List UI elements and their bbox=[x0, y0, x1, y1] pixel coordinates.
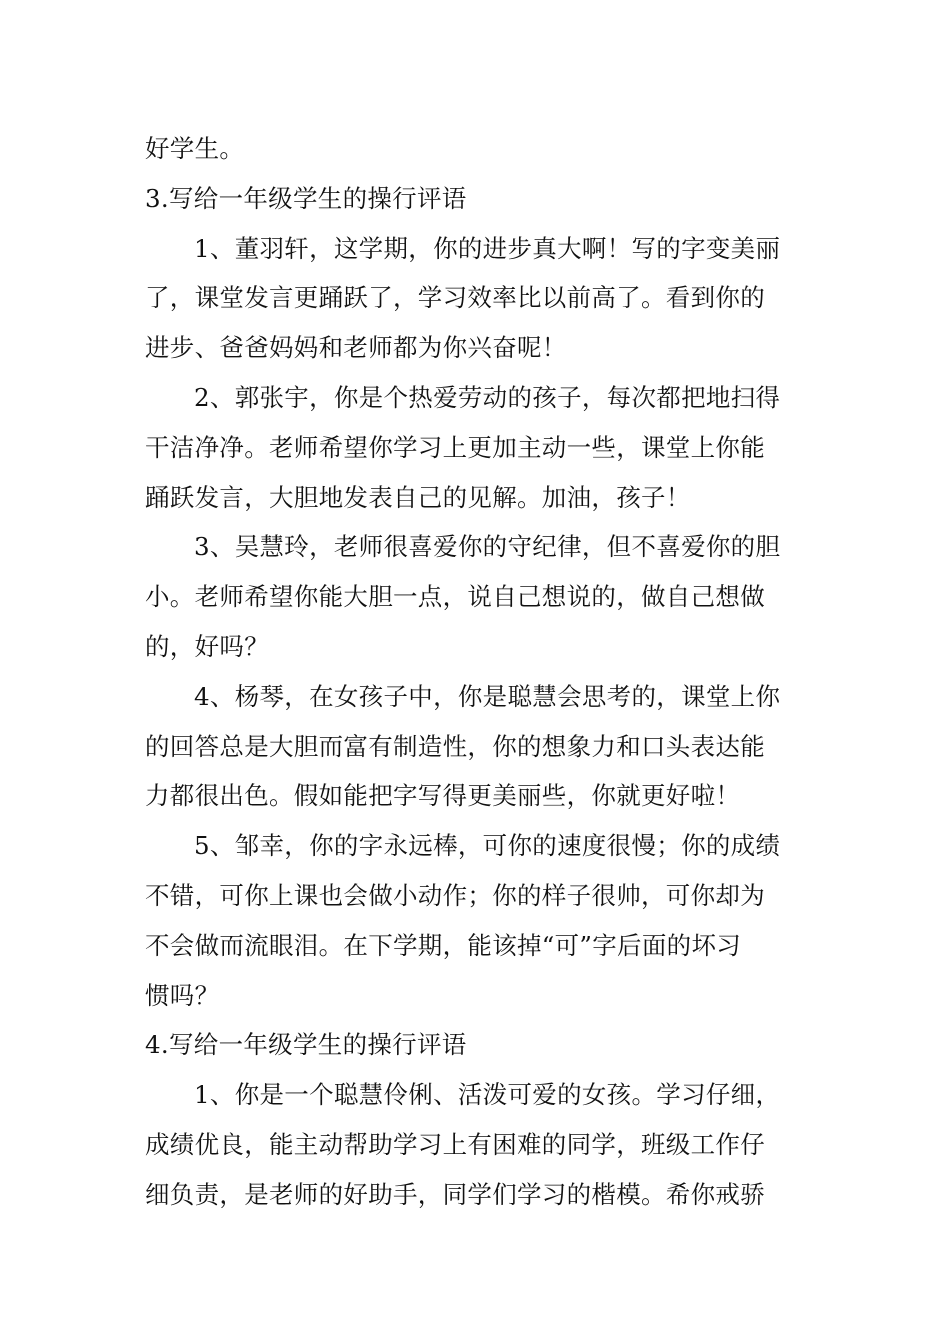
comment-4-line-1: 4、杨琴，在女孩子中，你是聪慧会思考的，课堂上你 bbox=[194, 681, 781, 711]
comment-2-line-3: 踊跃发言，大胆地发表自己的见解。加油，孩子！ bbox=[145, 482, 691, 512]
comment-3-line-3: 的，好吗？ bbox=[145, 631, 269, 661]
comment-6-line-2: 成绩优良，能主动帮助学习上有困难的同学，班级工作仔 bbox=[145, 1129, 765, 1159]
comment-3-line-2: 小。老师希望你能大胆一点，说自己想说的，做自己想做 bbox=[145, 582, 765, 612]
comment-1-line-1: 1、董羽轩，这学期，你的进步真大啊！写的字变美丽 bbox=[194, 233, 781, 263]
comment-4-line-2: 的回答总是大胆而富有制造性，你的想象力和口头表达能 bbox=[145, 731, 765, 761]
comment-1-line-3: 进步、爸爸妈妈和老师都为你兴奋呢！ bbox=[145, 333, 567, 363]
comment-3-line-1: 3、吴慧玲，老师很喜爱你的守纪律，但不喜爱你的胆 bbox=[194, 532, 781, 562]
text-line-continuation: 好学生。 bbox=[145, 134, 245, 163]
comment-5-line-4: 惯吗？ bbox=[145, 980, 220, 1010]
comment-1-line-2: 了，课堂发言更踊跃了，学习效率比以前高了。看到你的 bbox=[145, 283, 765, 313]
section-heading-3: 3.写给一年级学生的操行评语 bbox=[145, 183, 467, 213]
comment-5-line-2: 不错，可你上课也会做小动作；你的样子很帅，可你却为 bbox=[145, 880, 765, 910]
comment-6-line-1: 1、你是一个聪慧伶俐、活泼可爱的女孩。学习仔细， bbox=[194, 1080, 781, 1110]
comment-2-line-2: 干洁净净。老师希望你学习上更加主动一些，课堂上你能 bbox=[145, 432, 765, 462]
comment-6-line-3: 细负责，是老师的好助手，同学们学习的楷模。希你戒骄 bbox=[145, 1179, 765, 1209]
comment-5-line-1: 5、邹幸，你的字永远棒，可你的速度很慢；你的成绩 bbox=[194, 831, 781, 861]
comment-2-line-1: 2、郭张宇，你是个热爱劳动的孩子，每次都把地扫得 bbox=[194, 382, 781, 412]
section-heading-4: 4.写给一年级学生的操行评语 bbox=[145, 1030, 467, 1060]
comment-4-line-3: 力都很出色。假如能把字写得更美丽些，你就更好啦！ bbox=[145, 781, 741, 811]
document-page bbox=[145, 124, 810, 1220]
comment-5-line-3: 不会做而流眼泪。在下学期，能该掉“可”字后面的坏习 bbox=[145, 930, 742, 960]
